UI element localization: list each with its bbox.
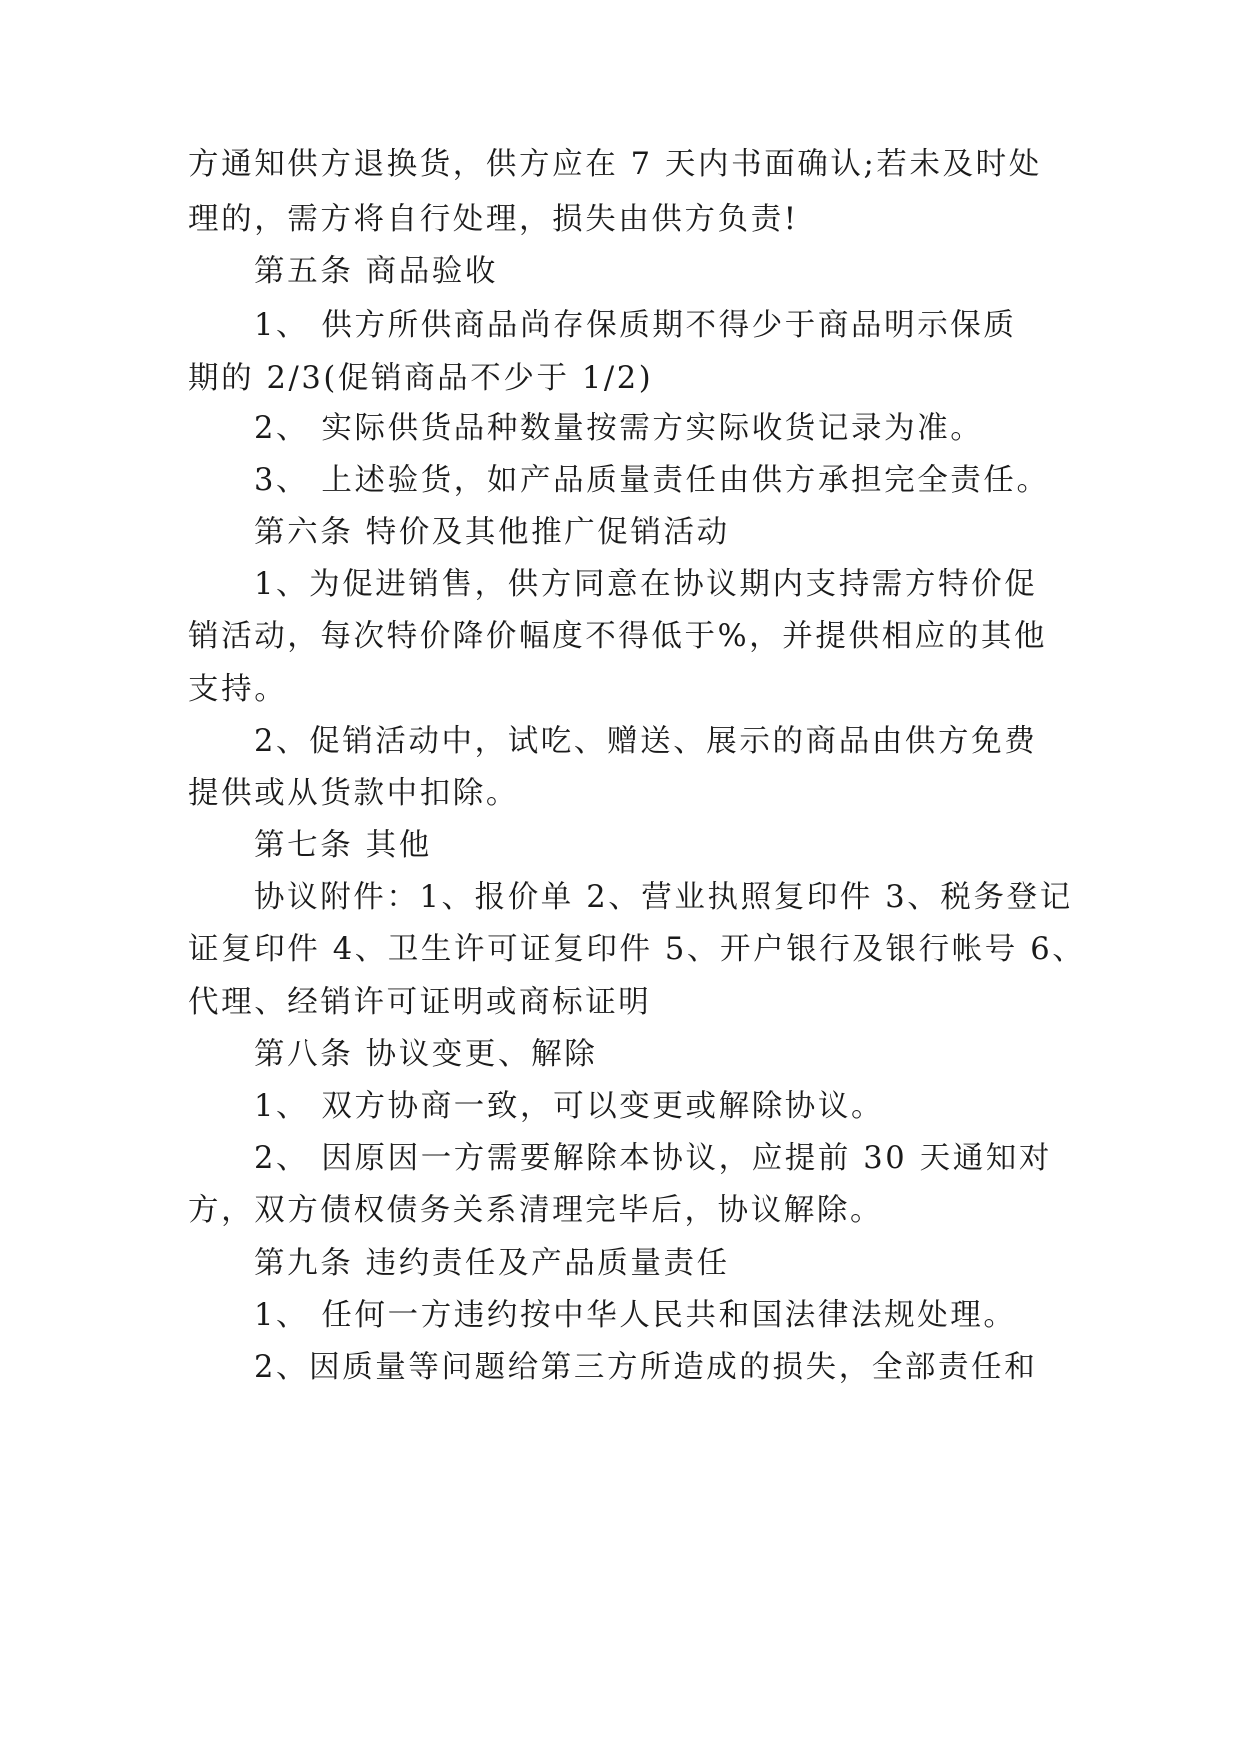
- text-line: 2、促销活动中，试吃、赠送、展示的商品由供方免费: [254, 724, 1038, 759]
- text-line: 代理、经销许可证明或商标证明: [188, 985, 652, 1020]
- text-line: 3、 上述验货，如产品质量责任由供方承担完全责任。: [254, 463, 1050, 498]
- text-line: 1、为促进销售，供方同意在协议期内支持需方特价促: [254, 567, 1038, 602]
- text-line: 证复印件 4、卫生许可证复印件 5、开户银行及银行帐号 6、: [188, 932, 1086, 967]
- text-line: 支持。: [188, 672, 288, 707]
- section-heading: 第九条 违约责任及产品质量责任: [254, 1246, 730, 1281]
- text-line: 提供或从货款中扣除。: [188, 776, 519, 811]
- text-line: 2、 因原因一方需要解除本协议，应提前 30 天通知对: [254, 1141, 1052, 1176]
- section-heading: 第六条 特价及其他推广促销活动: [254, 515, 730, 550]
- text-line: 理的，需方将自行处理，损失由供方负责!: [188, 202, 799, 237]
- text-line: 2、 实际供货品种数量按需方实际收货记录为准。: [254, 411, 984, 446]
- text-line: 1、 双方协商一致，可以变更或解除协议。: [254, 1089, 885, 1124]
- section-heading: 第七条 其他: [254, 828, 432, 863]
- section-heading: 第八条 协议变更、解除: [254, 1037, 598, 1072]
- text-line: 方通知供方退换货，供方应在 7 天内书面确认;若未及时处: [188, 147, 1042, 182]
- text-line: 期的 2/3(促销商品不少于 1/2): [188, 361, 654, 396]
- text-line: 1、 供方所供商品尚存保质期不得少于商品明示保质: [254, 308, 1017, 343]
- text-line: 协议附件：1、报价单 2、营业执照复印件 3、税务登记: [254, 880, 1073, 915]
- text-line: 销活动，每次特价降价幅度不得低于%，并提供相应的其他: [188, 619, 1048, 654]
- text-line: 方，双方债权债务关系清理完毕后，协议解除。: [188, 1193, 884, 1228]
- text-line: 1、 任何一方违约按中华人民共和国法律法规处理。: [254, 1298, 1017, 1333]
- section-heading: 第五条 商品验收: [254, 254, 498, 289]
- text-line: 2、因质量等问题给第三方所造成的损失，全部责任和: [254, 1350, 1038, 1385]
